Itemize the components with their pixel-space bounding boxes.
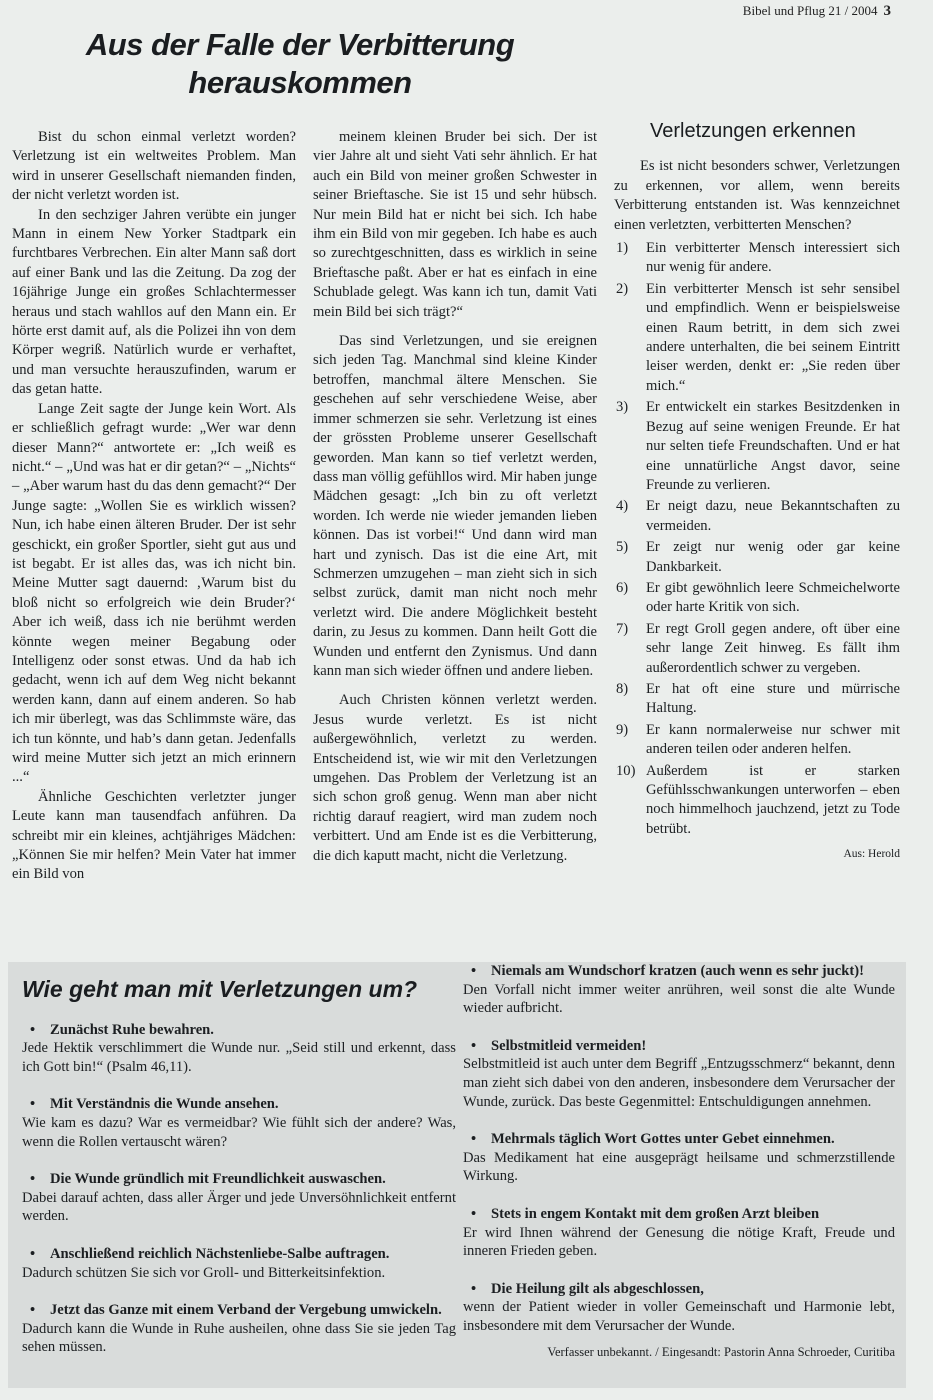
section-intro: Es ist nicht besonders schwer, Verletzungen zu erkennen, vor allem, wenn bereits Verbitterung entstanden ist. Was kennzeichnet einen verletzten, verbitterten Menschen? [614,158,900,233]
section-heading: Verletzungen erkennen [650,120,856,142]
list-item: 1) Ein verbitterter Mensch interessiert sich nur wenig für andere. [616,240,900,276]
title-line-2: herauskommen [188,65,412,100]
list-item: 3) Er entwickelt ein starkes Besitzdenken in Bezug auf seine wenigen Freunde. Er hat nur selten tiefe Freundschaften. Und er hat eine unnatürliche Angst davor, seine Freunde zu verlieren. [616,399,900,493]
list-item: 2) Ein verbitterter Mensch ist sehr sensibel und empfindlich. Wenn er beispielsweise einen Raum betritt, in dem sich zwei andere unterhalten, die bei seinem Eintritt leiser werden, denkt er: „Sie reden über mich.“ [616,280,900,394]
tips-box [8,962,906,1388]
tip-item: • Jetzt das Ganze mit einem Verband der Vergebung umwickeln. Dadurch kann die Wunde in Ruhe ausheilen, ohne dass Sie sie jeden Tag sehen müssen. [22,1301,456,1357]
tip-item: • Zunächst Ruhe bewahren. Jede Hektik verschlimmert die Wunde nur. „Seid still und erkennt, dass ich Gott bin!“ (Psalm 46,11). [22,1021,456,1077]
source-credit: Aus: Herold [843,848,900,861]
paragraph: Bist du schon einmal verletzt worden? Verletzung ist ein weltweites Problem. Man wird in unserer Gesellschaft niemanden finden, der nicht verletzt worden ist. [12,129,296,204]
article-title [20,26,580,102]
list-item: 5) Er zeigt nur wenig oder gar keine Dankbarkeit. [616,539,900,575]
paragraph: Lange Zeit sagte der Junge kein Wort. Als er schließlich gefragt wurde: „Wer war denn dieser Mann?“ antwortete er: „Ich weiß es nicht.“ – „Und was hat er dir getan?“ – „Nichts“ – „Aber warum hast du das denn gemacht?“ Der Junge sagte: „Wollen Sie es wirklich wissen? Nun, ich habe einen älteren Bruder. Der ist sehr geschickt, ein großer Sportler, sieht gut aus und ist begabt. Er ist alles das, was ich nicht bin. Meine Mutter sagt dauernd: ‚Warum bist du bloß nicht so erfolgreich wie dein Bruder?‘ Aber ich weiß, dass ich nie berühmt werden könnte wegen meiner Begabung oder Intelligenz oder sonst etwas. Und da hab ich gedacht, wenn ich auf dem Weg nicht bekannt werden kann, dann auf einem anderen. So hab ich mir überlegt, was das Schlimmste wäre, das ich tun könnte, und hab’s dann getan. Jedenfalls wird meine Mutter sich jetzt an mich erinnern ...“ [12,400,296,786]
paragraph: Das sind Verletzungen, und sie ereignen sich jeden Tag. Manchmal sind kleine Kinder betroffen, manchmal ältere Menschen. Sie geschehen auf sehr verschiedene Weise, aber immer schmerzen sie sehr. Verletzung ist eines der grössten Probleme unserer Gesellschaft geworden. Man kann so tief verletzt werden, dass man völlig gefühllos wird. Mir haben junge Mädchen gesagt: „Ich bin zu oft verletzt worden. Ich werde nie wieder jemanden lieben können. Das ist vorbei!“ Und dann wird man hart und zynisch. Das ist die eine Art, mit Schmerzen umzugehen – man zieht sich in sich selbst zurück, damit man nicht noch mehr verletzt wird. Die andere Möglichkeit besteht darin, zu Jesus zu kommen. Dann heilt Gott die Wunden und entfernt den Zynismus. Und dann kann man sich wieder öffnen und andere lieben. [313,333,597,679]
publication-info: Bibel und Pflug 21 / 2004 [742,3,878,18]
tip-item: • Mehrmals täglich Wort Gottes unter Gebet einnehmen. Das Medikament hat eine ausgeprägt heilsame und schmerzstillende Wirkung. [463,1130,895,1186]
symptom-list [614,239,900,839]
paragraph: Ähnliche Geschichten verletzter junger Leute kann man tausendfach anführen. Da schreibt mir ein kleines, achtjähriges Mädchen: „Können Sie mir helfen? Mein Vater hat immer ein Bild von [12,788,296,883]
page-header [743,3,891,20]
tip-item: • Selbstmitleid vermeiden! Selbstmitleid ist auch unter dem Begriff „Entzugsschmerz“ bekannt, denn man zieht sich dabei von den anderen, insbesondere dem Verursacher der Wunde, zurück. Das beste Gegenmittel: Entschuldigungen annehmen. [463,1037,895,1111]
tip-item: • Stets in engem Kontakt mit dem großen Arzt bleiben Er wird Ihnen während der Genesung die nötige Kraft, Freude und inneren Frieden geben. [463,1205,895,1261]
list-item: 7) Er regt Groll gegen andere, oft über eine sehr lange Zeit hinweg. Es fällt ihm außerordentlich schwer zu vergeben. [616,620,900,676]
author-credit: Verfasser unbekannt. / Eingesandt: Pastorin Anna Schroeder, Curitiba [547,1344,895,1359]
box-heading: Wie geht man mit Verletzungen um? [22,976,418,1002]
list-item: 10) Außerdem ist er starken Gefühlsschwankungen unterworfen – eben noch himmelhoch jauchzend, jetzt zu Tode betrübt. [616,762,900,837]
tip-item: • Die Heilung gilt als abgeschlossen, wenn der Patient wieder in voller Gemeinschaft und Harmonie lebt, insbesondere mit dem Verursacher der Wunde. [463,1280,895,1336]
paragraph: In den sechziger Jahren verübte ein junger Mann in einem New Yorker Stadtpark ein furchtbares Verbrechen. Ein alter Mann saß dort auf einer Bank und las die Zeitung. Da zog der 16jährige Junge ein großes Schlachtermesser heraus und stach wahllos auf den Mann ein. Er hörte erst damit auf, als die Polizei ihn von dem Körper wegriß. Natürlich wurde er verhaftet, und man versuchte herauszufinden, warum er das getan hatte. [12,206,296,398]
list-item: 9) Er kann normalerweise nur schwer mit anderen teilen oder anderen helfen. [616,721,900,758]
list-item: 8) Er hat oft eine sture und mürrische Haltung. [616,680,900,717]
title-line-1: Aus der Falle der Verbitterung [85,27,515,62]
page-number: 3 [883,3,891,19]
tips-column-right [463,962,895,1361]
tip-item: • Niemals am Wundschorf kratzen (auch wenn es sehr juckt)! Den Vorfall nicht immer weiter anrühren, weil sonst die alte Wunde wieder aufbricht. [463,962,895,1018]
tip-item: • Die Wunde gründlich mit Freundlichkeit auswaschen. Dabei darauf achten, dass aller Ärger und jede Unversöhnlichkeit entfernt werden. [22,1170,456,1226]
article-column-1 [12,128,296,885]
sidebar-column [614,122,900,865]
paragraph: meinem kleinen Bruder bei sich. Der ist vier Jahre alt und sieht Vati sehr ähnlich. Er hat auch ein Bild von meiner großen Schwester in seiner Brieftasche. Sie ist 15 und sehr hübsch. Nur mein Bild hat er nicht bei sich. Ich habe ihm ein Bild von mir gegeben. Ich habe es auch so zurechtgeschnitten, dass es wirklich in seine Brieftasche paßt. Aber er hat es einfach in eine Schublade gelegt. Was kann ich tun, damit Vati mein Bild bei sich trägt?“ [313,129,597,320]
paragraph: Auch Christen können verletzt werden. Jesus wurde verletzt. Es ist nicht außergewöhnlich, verletzt zu werden. Entscheidend ist, wie wir mit den Verletzungen umgehen. Das Problem der Verletzung ist an sich schon groß genug. Wenn man aber nicht richtig darauf reagiert, wird man zudem noch verbittert. Und am Ende ist es die Verbitterung, die dich kaputt macht, nicht die Verletzung. [313,692,597,864]
tips-column-left [22,962,456,1376]
article-column-2 [313,128,597,866]
tip-item: • Mit Verständnis die Wunde ansehen. Wie kam es dazu? War es vermeidbar? Wie fühlt sich der andere? Was, wenn die Rollen vertauscht wären? [22,1095,456,1151]
list-item: 6) Er gibt gewöhnlich leere Schmeichelworte oder harte Kritik von sich. [616,579,900,616]
tip-item: • Anschließend reichlich Nächstenliebe-Salbe auftragen. Dadurch schützen Sie sich vor Groll- und Bitterkeitsinfektion. [22,1245,456,1282]
list-item: 4) Er neigt dazu, neue Bekanntschaften zu vermeiden. [616,498,900,534]
